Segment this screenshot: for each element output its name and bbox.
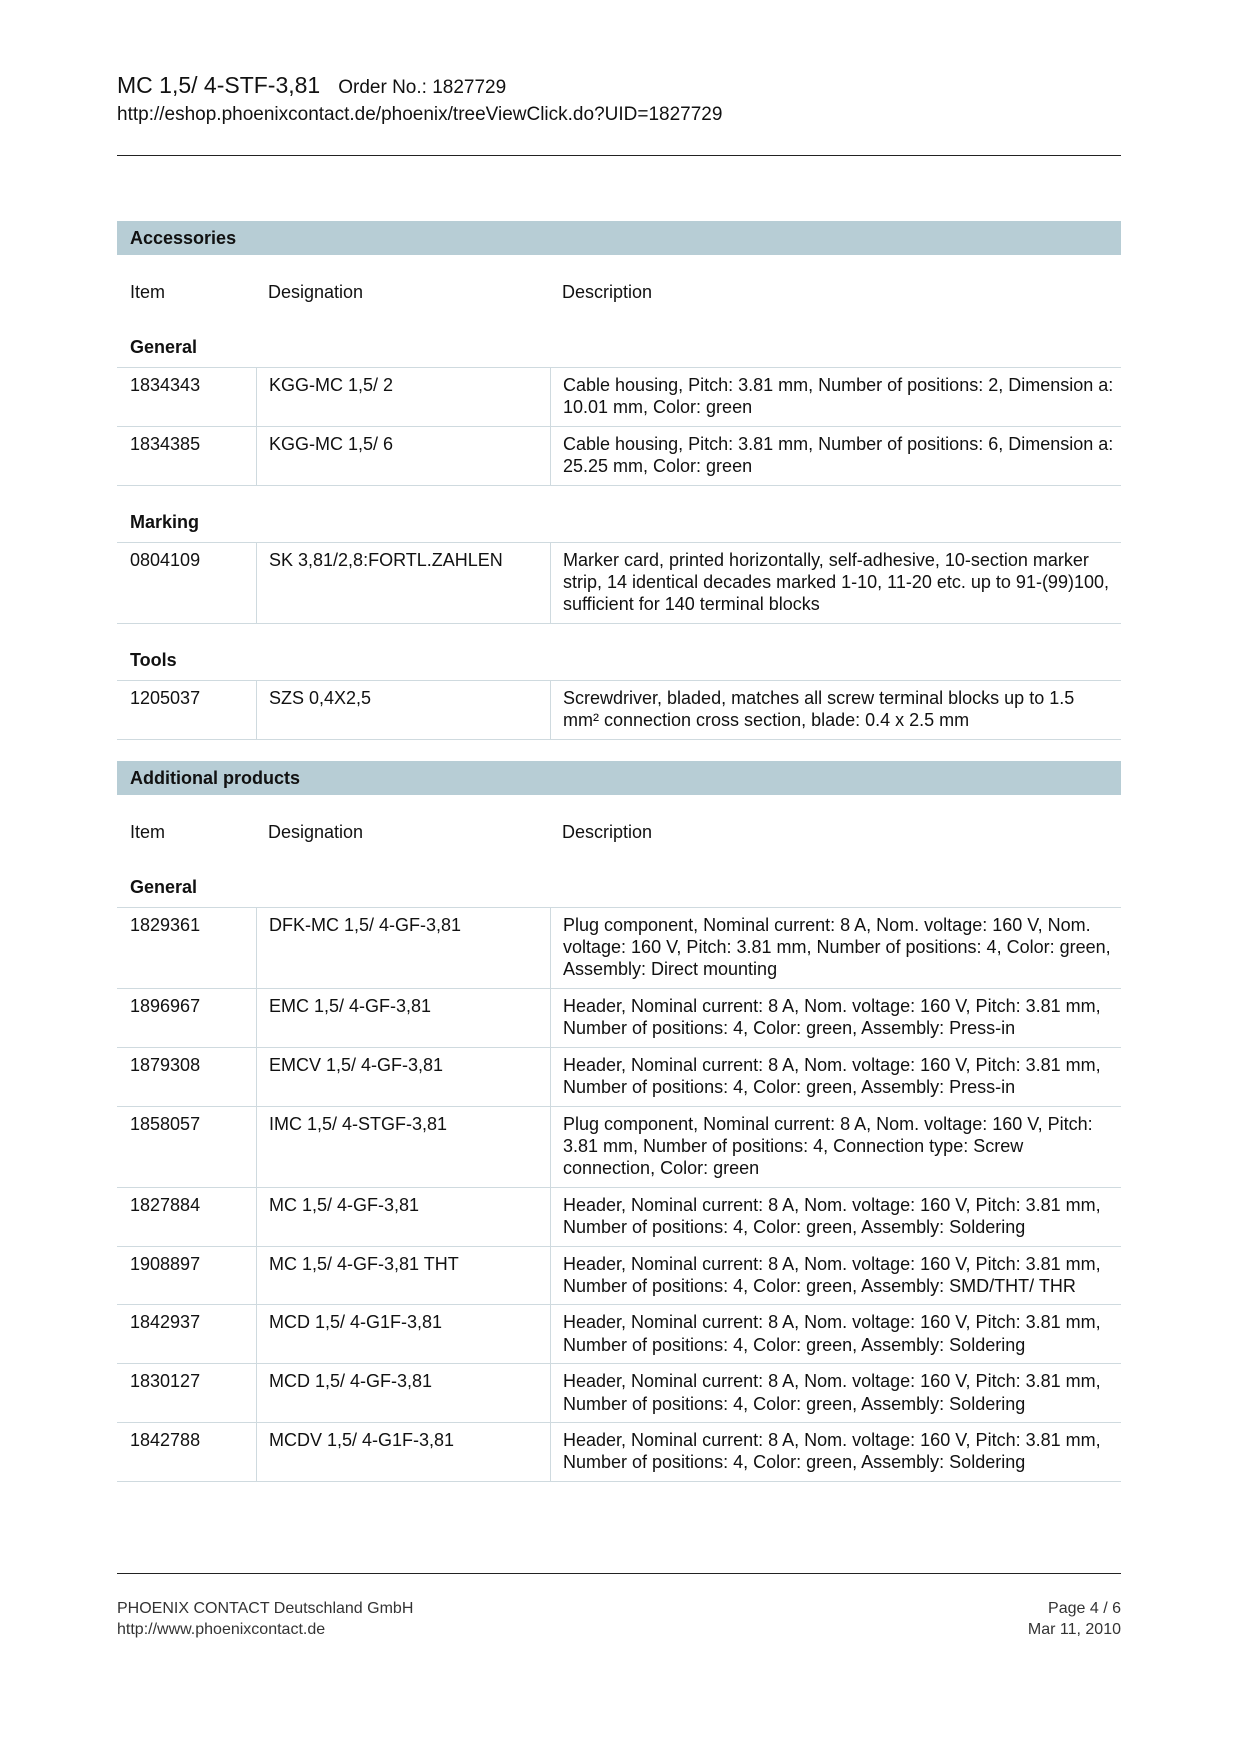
column-header-item: Item [130, 821, 166, 842]
section-title: Accessories [117, 221, 1121, 255]
item-description: Header, Nominal current: 8 A, Nom. voltage: 160 V, Pitch: 3.81 mm, Number of positions: 4, Color: green, Assembly: Soldering [550, 1188, 1121, 1246]
footer-right [1028, 1598, 1121, 1640]
group-table [117, 367, 1121, 486]
table-row [117, 426, 1121, 486]
item-designation[interactable]: EMCV 1,5/ 4-GF-3,81 [256, 1048, 550, 1106]
item-designation[interactable]: MC 1,5/ 4-GF-3,81 [256, 1188, 550, 1246]
item-designation[interactable]: EMC 1,5/ 4-GF-3,81 [256, 989, 550, 1047]
item-number[interactable]: 1205037 [130, 687, 201, 708]
item-description: Screwdriver, bladed, matches all screw terminal blocks up to 1.5 mm² connection cross section, blade: 0.4 x 2.5 mm [550, 681, 1121, 739]
item-number[interactable]: 1834385 [130, 433, 201, 454]
group-table [117, 907, 1121, 1482]
item-number[interactable]: 1842788 [130, 1429, 201, 1450]
item-description: Plug component, Nominal current: 8 A, Nom. voltage: 160 V, Nom. voltage: 160 V, Pitch: 3.81 mm, Number of positions: 4, Color: green, Assembly: Direct mounting [550, 908, 1121, 988]
table-row [117, 367, 1121, 426]
footer-divider [117, 1573, 1121, 1574]
item-number[interactable]: 1827884 [130, 1194, 201, 1215]
item-number[interactable]: 1896967 [130, 995, 201, 1016]
group-table [117, 542, 1121, 624]
item-number[interactable]: 1829361 [130, 914, 201, 935]
table-row [117, 1422, 1121, 1482]
column-headers [117, 255, 1121, 311]
column-header-designation: Designation [268, 282, 364, 302]
item-number[interactable]: 1830127 [130, 1371, 201, 1392]
product-url[interactable]: http://eshop.phoenixcontact.de/phoenix/treeViewClick.do?UID=1827729 [117, 104, 723, 125]
item-designation[interactable]: DFK-MC 1,5/ 4-GF-3,81 [256, 908, 550, 988]
column-header-item: Item [130, 282, 166, 302]
table-row [117, 907, 1121, 988]
table-row [117, 680, 1121, 740]
item-description: Header, Nominal current: 8 A, Nom. voltage: 160 V, Pitch: 3.81 mm, Number of positions: 4, Color: green, Assembly: Soldering [550, 1305, 1121, 1363]
footer-company: PHOENIX CONTACT Deutschland GmbH [117, 1600, 414, 1617]
section-additional-products [117, 761, 1121, 1482]
column-header-description: Description [562, 821, 653, 842]
content [117, 221, 1121, 1482]
column-headers [117, 795, 1121, 851]
footer-website[interactable]: http://www.phoenixcontact.de [117, 1621, 326, 1638]
table-row [117, 1187, 1121, 1246]
table-row [117, 1304, 1121, 1363]
column-header-description: Description [562, 282, 653, 302]
item-number[interactable]: 0804109 [130, 549, 201, 570]
table-row [117, 542, 1121, 624]
column-header-designation: Designation [268, 821, 364, 842]
item-description: Marker card, printed horizontally, self-adhesive, 10-section marker strip, 14 identical decades marked 1-10, 11-20 etc. up to 91-(99)100, sufficient for 140 terminal blocks [550, 543, 1121, 623]
group-heading: Marking [130, 511, 200, 532]
item-designation[interactable]: MCD 1,5/ 4-GF-3,81 [256, 1364, 550, 1422]
group-heading: Tools [130, 649, 177, 670]
item-designation[interactable]: KGG-MC 1,5/ 6 [256, 427, 550, 485]
table-row [117, 1047, 1121, 1106]
table-row [117, 1363, 1121, 1422]
section-title: Additional products [117, 761, 1121, 795]
item-description: Header, Nominal current: 8 A, Nom. voltage: 160 V, Pitch: 3.81 mm, Number of positions: 4, Color: green, Assembly: Press-in [550, 989, 1121, 1047]
product-title: MC 1,5/ 4-STF-3,81 [117, 72, 321, 98]
table-row [117, 988, 1121, 1047]
order-number: Order No.: 1827729 [338, 77, 507, 98]
item-designation[interactable]: MC 1,5/ 4-GF-3,81 THT [256, 1247, 550, 1305]
group-table [117, 680, 1121, 740]
item-description: Cable housing, Pitch: 3.81 mm, Number of positions: 6, Dimension a: 25.25 mm, Color: green [550, 427, 1121, 485]
item-description: Plug component, Nominal current: 8 A, Nom. voltage: 160 V, Pitch: 3.81 mm, Number of positions: 4, Connection type: Screw connection, Color: green [550, 1107, 1121, 1187]
item-number[interactable]: 1908897 [130, 1253, 201, 1274]
item-number[interactable]: 1834343 [130, 375, 201, 395]
item-number[interactable]: 1842937 [130, 1312, 201, 1333]
item-description: Header, Nominal current: 8 A, Nom. voltage: 160 V, Pitch: 3.81 mm, Number of positions: 4, Color: green, Assembly: Soldering [550, 1423, 1121, 1481]
header-divider [117, 155, 1121, 156]
item-designation[interactable]: IMC 1,5/ 4-STGF-3,81 [256, 1107, 550, 1187]
item-description: Header, Nominal current: 8 A, Nom. voltage: 160 V, Pitch: 3.81 mm, Number of positions: 4, Color: green, Assembly: SMD/THT/ THR [550, 1247, 1121, 1305]
item-designation[interactable]: SK 3,81/2,8:FORTL.ZAHLEN [256, 543, 550, 623]
item-description: Header, Nominal current: 8 A, Nom. voltage: 160 V, Pitch: 3.81 mm, Number of positions: 4, Color: green, Assembly: Press-in [550, 1048, 1121, 1106]
group-heading: General [130, 337, 198, 357]
page-number: Page 4 / 6 [1048, 1600, 1121, 1617]
table-row [117, 1246, 1121, 1305]
item-designation[interactable]: MCDV 1,5/ 4-G1F-3,81 [256, 1423, 550, 1481]
footer-date: Mar 11, 2010 [1027, 1621, 1121, 1638]
group-heading: General [130, 876, 198, 897]
item-number[interactable]: 1858057 [130, 1113, 201, 1134]
item-designation[interactable]: MCD 1,5/ 4-G1F-3,81 [256, 1305, 550, 1363]
section-accessories [117, 221, 1121, 740]
item-description: Header, Nominal current: 8 A, Nom. voltage: 160 V, Pitch: 3.81 mm, Number of positions: 4, Color: green, Assembly: Soldering [550, 1364, 1121, 1422]
item-designation[interactable]: KGG-MC 1,5/ 2 [256, 368, 550, 426]
item-description: Cable housing, Pitch: 3.81 mm, Number of positions: 2, Dimension a: 10.01 mm, Color: green [550, 368, 1121, 426]
footer-left [117, 1598, 413, 1640]
document-header [117, 72, 506, 99]
item-number[interactable]: 1879308 [130, 1054, 201, 1075]
item-designation[interactable]: SZS 0,4X2,5 [256, 681, 550, 739]
table-row [117, 1106, 1121, 1187]
